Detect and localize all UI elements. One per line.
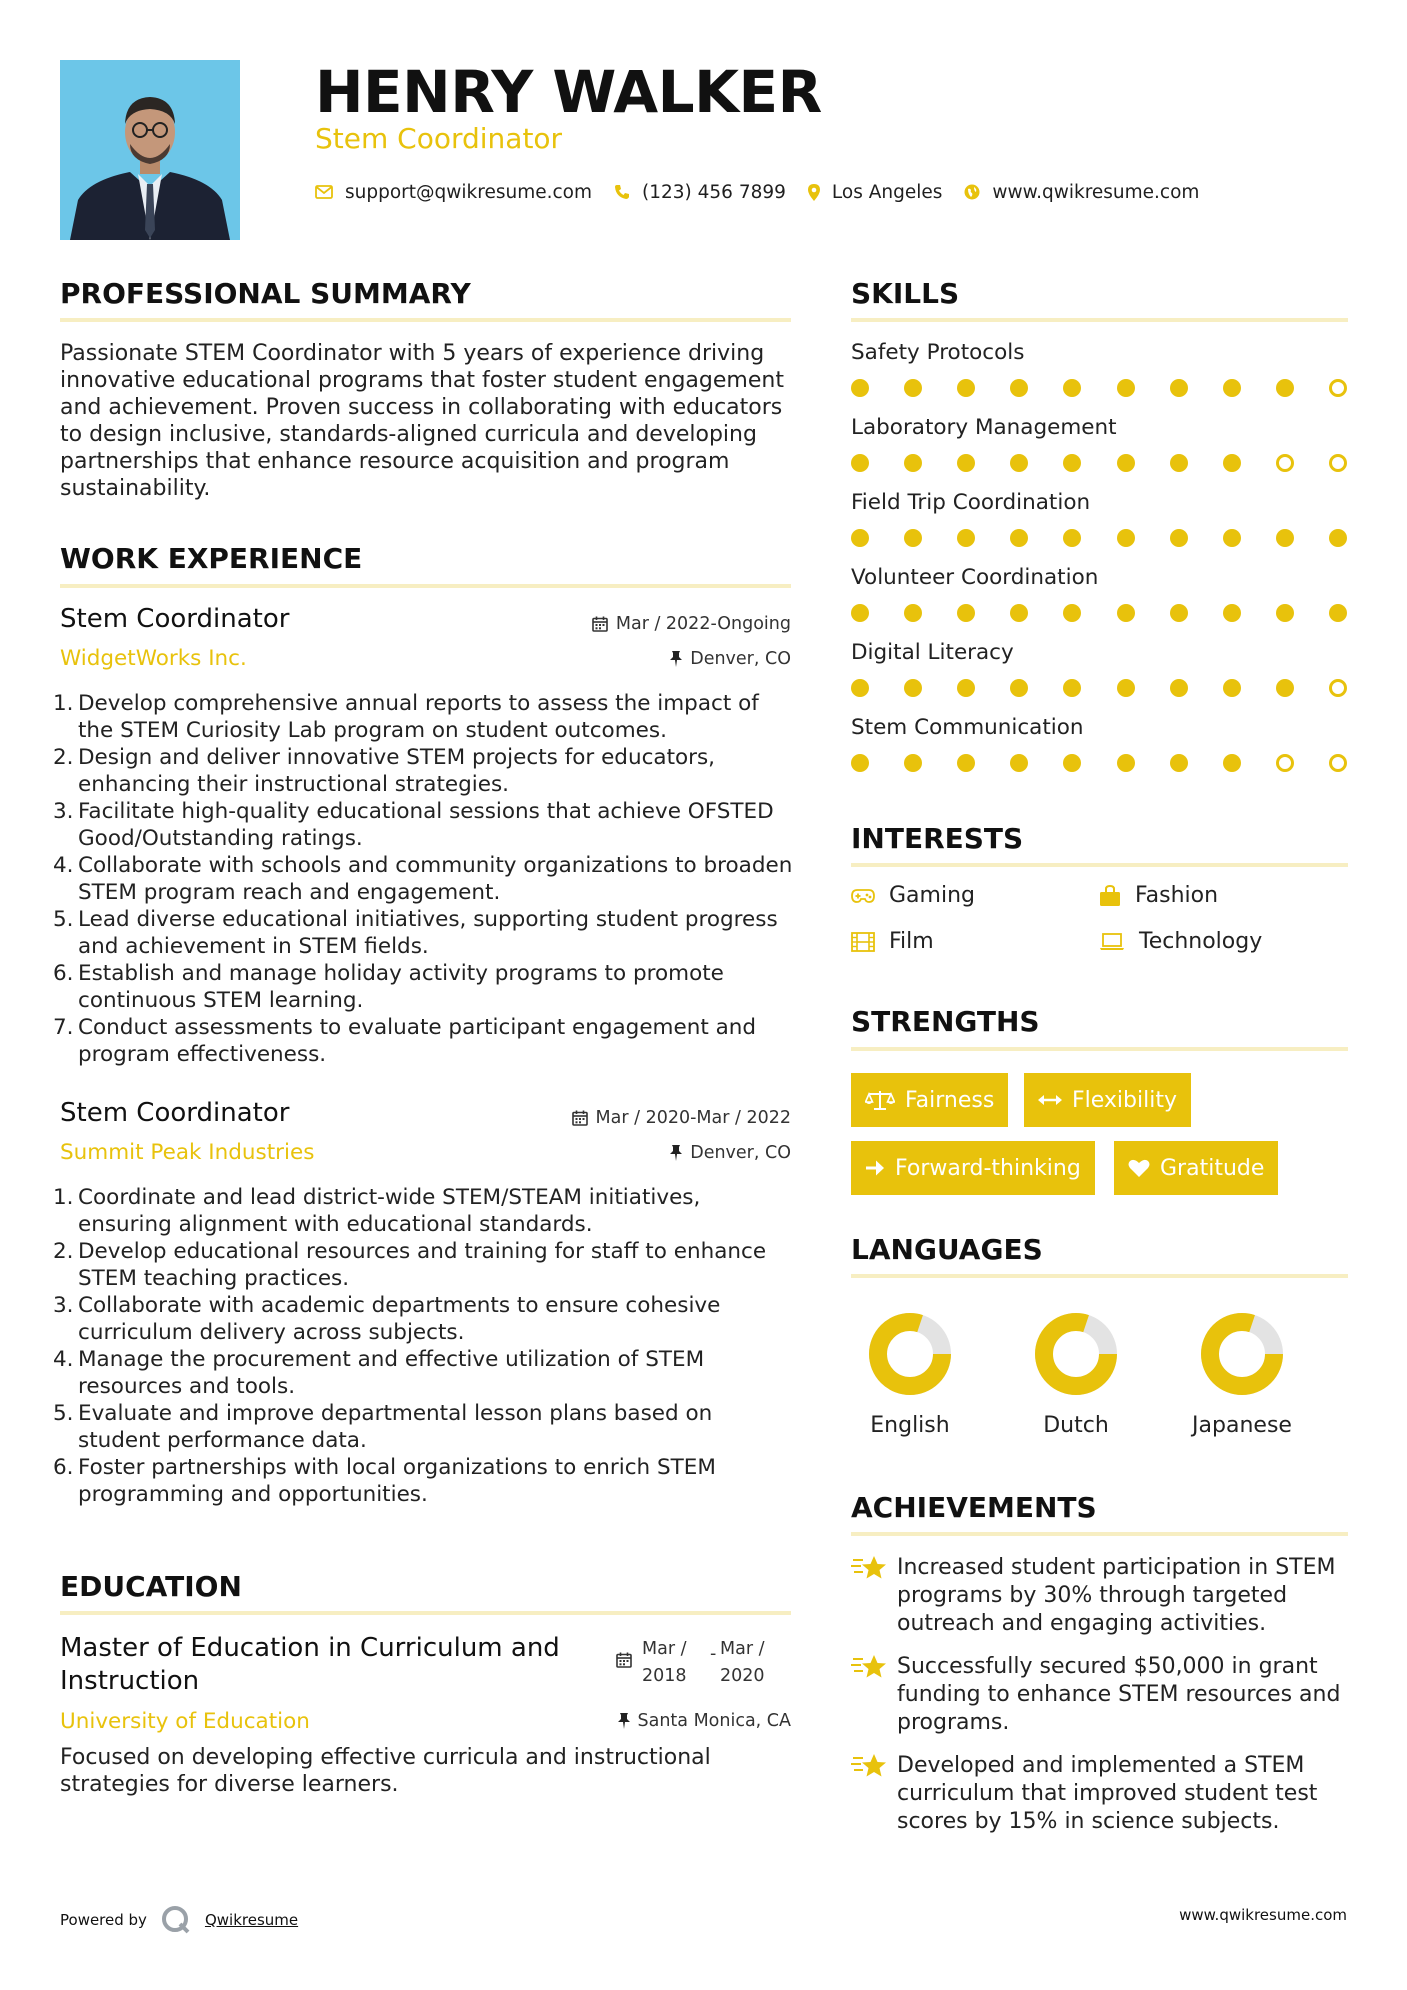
candidate-name: HENRY WALKER bbox=[315, 58, 822, 126]
skill-row bbox=[851, 490, 1347, 547]
footer-url[interactable]: www.qwikresume.com bbox=[1179, 1906, 1347, 1924]
pushpin-icon bbox=[618, 1713, 630, 1729]
rating-dot-filled bbox=[1010, 604, 1028, 622]
list-item: 1. Develop comprehensive annual reports to assess the impact of the STEM Curiosity Lab program on student outcomes. bbox=[53, 691, 759, 743]
edu-start-date: Mar / 2018 bbox=[642, 1639, 687, 1686]
rating-dot-filled bbox=[1170, 379, 1188, 397]
arrows-h-icon bbox=[1038, 1093, 1062, 1107]
profile-photo bbox=[60, 60, 240, 240]
rating-dot-filled bbox=[1117, 679, 1135, 697]
rating-dot-filled bbox=[1170, 679, 1188, 697]
edu-date-dash: - bbox=[710, 1644, 717, 1664]
rating-dot-filled bbox=[1170, 529, 1188, 547]
bag-icon bbox=[1099, 885, 1121, 907]
list-item: 3. Collaborate with academic departments to ensure cohesive curriculum delivery across subjects. bbox=[53, 1293, 721, 1345]
rating-dot-filled bbox=[851, 529, 869, 547]
job-location-text: Denver, CO bbox=[690, 649, 791, 669]
rating-dot-filled bbox=[1329, 529, 1347, 547]
rating-dot-filled bbox=[1010, 529, 1028, 547]
rating-dot-empty bbox=[1276, 454, 1294, 472]
contact-bar bbox=[315, 178, 1221, 206]
achievement-item bbox=[851, 1653, 1347, 1737]
job-duties bbox=[53, 1184, 798, 1508]
skill-row bbox=[851, 415, 1347, 472]
globe-icon bbox=[964, 184, 980, 200]
rating-dot-filled bbox=[1063, 529, 1081, 547]
map-marker-icon bbox=[808, 184, 820, 201]
rating-dot-filled bbox=[957, 529, 975, 547]
edu-location-text: Santa Monica, CA bbox=[637, 1711, 791, 1731]
skill-name: Safety Protocols bbox=[851, 340, 1025, 365]
rating-dot-filled bbox=[957, 379, 975, 397]
qwikresume-logo-icon bbox=[161, 1905, 191, 1935]
phone-text: (123) 456 7899 bbox=[642, 181, 786, 203]
language-proficiency-ring bbox=[1197, 1309, 1287, 1399]
rating-dot-empty bbox=[1329, 379, 1347, 397]
language-proficiency-ring bbox=[1031, 1309, 1121, 1399]
strength-label: Forward-thinking bbox=[895, 1155, 1081, 1181]
skill-row bbox=[851, 340, 1347, 397]
rating-dot-filled bbox=[1223, 454, 1241, 472]
list-item: 6. Foster partnerships with local organizations to enrich STEM programming and opportunities. bbox=[53, 1455, 716, 1507]
edu-end-date: Mar / 2020 bbox=[720, 1639, 765, 1686]
language-name: English bbox=[870, 1413, 950, 1438]
rating-dot-filled bbox=[1223, 679, 1241, 697]
balance-scale-icon bbox=[865, 1089, 895, 1111]
rating-dot-filled bbox=[904, 604, 922, 622]
rating-dot-filled bbox=[957, 679, 975, 697]
job-location-text: Denver, CO bbox=[690, 1143, 791, 1163]
languages-heading: LANGUAGES bbox=[851, 1233, 1043, 1266]
powered-by-text: Powered by bbox=[60, 1911, 147, 1929]
rating-dot-filled bbox=[1170, 604, 1188, 622]
rating-dot-filled bbox=[1010, 454, 1028, 472]
rating-dot-filled bbox=[1063, 454, 1081, 472]
rating-dot-empty bbox=[1329, 754, 1347, 772]
languages-divider bbox=[851, 1274, 1348, 1278]
film-icon bbox=[851, 932, 875, 952]
rating-dot-filled bbox=[1063, 679, 1081, 697]
phone-icon bbox=[614, 184, 630, 200]
job-title: Stem Coordinator bbox=[60, 604, 290, 634]
laptop-icon bbox=[1099, 933, 1125, 951]
skill-rating bbox=[851, 379, 1347, 397]
skill-row bbox=[851, 565, 1347, 622]
interest-item bbox=[851, 929, 934, 954]
job-company: Summit Peak Industries bbox=[60, 1140, 315, 1165]
interest-label: Gaming bbox=[889, 883, 975, 908]
rating-dot-filled bbox=[851, 604, 869, 622]
gamepad-icon bbox=[851, 889, 875, 903]
language-name: Japanese bbox=[1192, 1413, 1292, 1438]
skill-row bbox=[851, 715, 1347, 772]
calendar-icon bbox=[616, 1652, 632, 1668]
language-proficiency-ring bbox=[865, 1309, 955, 1399]
summary-heading: PROFESSIONAL SUMMARY bbox=[60, 277, 471, 310]
school-name: University of Education bbox=[60, 1709, 310, 1734]
skill-row bbox=[851, 640, 1347, 697]
skill-name: Field Trip Coordination bbox=[851, 490, 1091, 515]
rating-dot-filled bbox=[904, 379, 922, 397]
interest-item bbox=[1099, 929, 1262, 954]
job-location bbox=[670, 1143, 791, 1163]
list-item: 7. Conduct assessments to evaluate participant engagement and program effectiveness. bbox=[53, 1015, 757, 1067]
rating-dot-filled bbox=[957, 454, 975, 472]
interest-label: Film bbox=[889, 929, 934, 954]
pushpin-icon bbox=[670, 651, 682, 667]
job-date-text: Mar / 2020-Mar / 2022 bbox=[595, 1108, 791, 1128]
job-date bbox=[592, 614, 791, 634]
interest-item bbox=[851, 883, 975, 908]
rating-dot-filled bbox=[1223, 529, 1241, 547]
trophy-star-icon bbox=[851, 1752, 897, 1780]
skill-rating bbox=[851, 604, 1347, 622]
skill-rating bbox=[851, 529, 1347, 547]
skill-name: Laboratory Management bbox=[851, 415, 1117, 440]
job-date bbox=[572, 1108, 791, 1128]
rating-dot-filled bbox=[851, 454, 869, 472]
strength-label: Gratitude bbox=[1160, 1155, 1265, 1181]
strengths-heading: STRENGTHS bbox=[851, 1005, 1040, 1038]
rating-dot-filled bbox=[904, 454, 922, 472]
interest-item bbox=[1099, 883, 1218, 908]
rating-dot-filled bbox=[1117, 454, 1135, 472]
interest-label: Technology bbox=[1139, 929, 1263, 954]
rating-dot-filled bbox=[1170, 454, 1188, 472]
education-heading: EDUCATION bbox=[60, 1570, 242, 1603]
footer-powered-by bbox=[60, 1905, 298, 1935]
rating-dot-filled bbox=[904, 754, 922, 772]
skill-rating bbox=[851, 679, 1347, 697]
rating-dot-filled bbox=[1063, 604, 1081, 622]
achievement-text: Successfully secured $50,000 in grant funding to enhance STEM resources and programs. bbox=[897, 1654, 1341, 1735]
rating-dot-empty bbox=[1329, 679, 1347, 697]
summary-divider bbox=[60, 318, 791, 322]
list-item: 2. Design and deliver innovative STEM projects for educators, enhancing their instructional strategies. bbox=[53, 745, 716, 797]
achievements-divider bbox=[851, 1532, 1348, 1536]
website-text: www.qwikresume.com bbox=[992, 181, 1200, 203]
contact-email[interactable] bbox=[315, 182, 592, 203]
achievement-text: Increased student participation in STEM programs by 30% through targeted outreach and engaging activities. bbox=[897, 1555, 1336, 1636]
strength-tag bbox=[1024, 1073, 1191, 1127]
interests-heading: INTERESTS bbox=[851, 822, 1024, 855]
rating-dot-filled bbox=[1223, 754, 1241, 772]
rating-dot-filled bbox=[851, 679, 869, 697]
interest-label: Fashion bbox=[1135, 883, 1219, 908]
rating-dot-filled bbox=[1063, 379, 1081, 397]
contact-location bbox=[808, 182, 943, 203]
rating-dot-filled bbox=[1276, 529, 1294, 547]
rating-dot-filled bbox=[851, 379, 869, 397]
rating-dot-filled bbox=[1010, 379, 1028, 397]
rating-dot-filled bbox=[957, 754, 975, 772]
email-text: support@qwikresume.com bbox=[345, 181, 592, 203]
achievements-heading: ACHIEVEMENTS bbox=[851, 1491, 1097, 1524]
trophy-star-icon bbox=[851, 1653, 897, 1681]
rating-dot-filled bbox=[1117, 529, 1135, 547]
skills-divider bbox=[851, 318, 1348, 322]
rating-dot-filled bbox=[1010, 754, 1028, 772]
strengths-divider bbox=[851, 1047, 1348, 1051]
rating-dot-filled bbox=[1276, 679, 1294, 697]
skill-name: Stem Communication bbox=[851, 715, 1084, 740]
calendar-icon bbox=[592, 616, 608, 632]
strength-label: Flexibility bbox=[1072, 1087, 1177, 1113]
contact-phone[interactable] bbox=[614, 182, 786, 203]
contact-website[interactable] bbox=[964, 182, 1199, 203]
list-item: 4. Collaborate with schools and community organizations to broaden STEM program reach and engagement. bbox=[53, 853, 793, 905]
rating-dot-filled bbox=[1170, 754, 1188, 772]
pushpin-icon bbox=[670, 1145, 682, 1161]
rating-dot-empty bbox=[1329, 454, 1347, 472]
job-company: WidgetWorks Inc. bbox=[60, 646, 247, 671]
rating-dot-filled bbox=[904, 529, 922, 547]
candidate-title: Stem Coordinator bbox=[315, 122, 563, 155]
brand-link[interactable]: Qwikresume bbox=[204, 1911, 299, 1929]
list-item: 4. Manage the procurement and effective utilization of STEM resources and tools. bbox=[53, 1347, 705, 1399]
rating-dot-filled bbox=[1063, 754, 1081, 772]
job-location bbox=[670, 649, 791, 669]
edu-description: Focused on developing effective curricula and instructional strategies for diverse learners. bbox=[60, 1745, 711, 1797]
list-item: 5. Lead diverse educational initiatives, supporting student progress and achievement in STEM fields. bbox=[53, 907, 778, 959]
skill-rating bbox=[851, 754, 1347, 772]
skills-heading: SKILLS bbox=[851, 277, 960, 310]
rating-dot-filled bbox=[1223, 604, 1241, 622]
envelope-icon bbox=[315, 185, 333, 199]
strength-tag bbox=[851, 1073, 1008, 1127]
job-title: Stem Coordinator bbox=[60, 1098, 290, 1128]
job-duties bbox=[53, 690, 798, 1068]
list-item: 3. Facilitate high-quality educational sessions that achieve OFSTED Good/Outstanding ratings. bbox=[53, 799, 774, 851]
summary-text: Passionate STEM Coordinator with 5 years of experience driving innovative educational programs that foster student engagement and achievement. Proven success in collaborating with educators to design inclusive, standards-aligned curricula and developing partnerships that enhance resource acquisition and program sustainability. bbox=[60, 341, 784, 501]
job-date-text: Mar / 2022-Ongoing bbox=[615, 614, 791, 634]
rating-dot-filled bbox=[957, 604, 975, 622]
skill-rating bbox=[851, 454, 1347, 472]
arrow-right-icon bbox=[865, 1159, 885, 1177]
list-item: 6. Establish and manage holiday activity programs to promote continuous STEM learning. bbox=[53, 961, 724, 1013]
rating-dot-filled bbox=[1329, 604, 1347, 622]
trophy-star-icon bbox=[851, 1554, 897, 1582]
rating-dot-filled bbox=[1276, 379, 1294, 397]
experience-divider bbox=[60, 584, 791, 588]
rating-dot-filled bbox=[1117, 379, 1135, 397]
rating-dot-filled bbox=[1010, 679, 1028, 697]
skill-name: Digital Literacy bbox=[851, 640, 1014, 665]
rating-dot-filled bbox=[1276, 604, 1294, 622]
achievement-item bbox=[851, 1554, 1347, 1638]
rating-dot-empty bbox=[1276, 754, 1294, 772]
rating-dot-filled bbox=[851, 754, 869, 772]
skill-name: Volunteer Coordination bbox=[851, 565, 1099, 590]
heart-icon bbox=[1128, 1158, 1150, 1178]
education-divider bbox=[60, 1611, 791, 1615]
strength-label: Fairness bbox=[905, 1087, 995, 1113]
list-item: 2. Develop educational resources and training for staff to enhance STEM teaching practices. bbox=[53, 1239, 767, 1291]
calendar-icon bbox=[572, 1110, 588, 1126]
list-item: 5. Evaluate and improve departmental lesson plans based on student performance data. bbox=[53, 1401, 713, 1453]
language-name: Dutch bbox=[1043, 1413, 1109, 1438]
strength-tag bbox=[851, 1141, 1095, 1195]
achievement-text: Developed and implemented a STEM curriculum that improved student test scores by 15% in science subjects. bbox=[897, 1753, 1318, 1834]
degree-title: Master of Education in Curriculum and Instruction bbox=[60, 1633, 560, 1696]
interests-divider bbox=[851, 863, 1348, 867]
rating-dot-filled bbox=[1117, 604, 1135, 622]
achievement-item bbox=[851, 1752, 1347, 1836]
edu-location bbox=[618, 1711, 792, 1731]
strength-tag bbox=[1114, 1141, 1278, 1195]
rating-dot-filled bbox=[1117, 754, 1135, 772]
rating-dot-filled bbox=[1223, 379, 1241, 397]
experience-heading: WORK EXPERIENCE bbox=[60, 542, 363, 575]
location-text: Los Angeles bbox=[831, 181, 943, 203]
rating-dot-filled bbox=[904, 679, 922, 697]
list-item: 1. Coordinate and lead district-wide STEM/STEAM initiatives, ensuring alignment with educational standards. bbox=[53, 1185, 701, 1237]
